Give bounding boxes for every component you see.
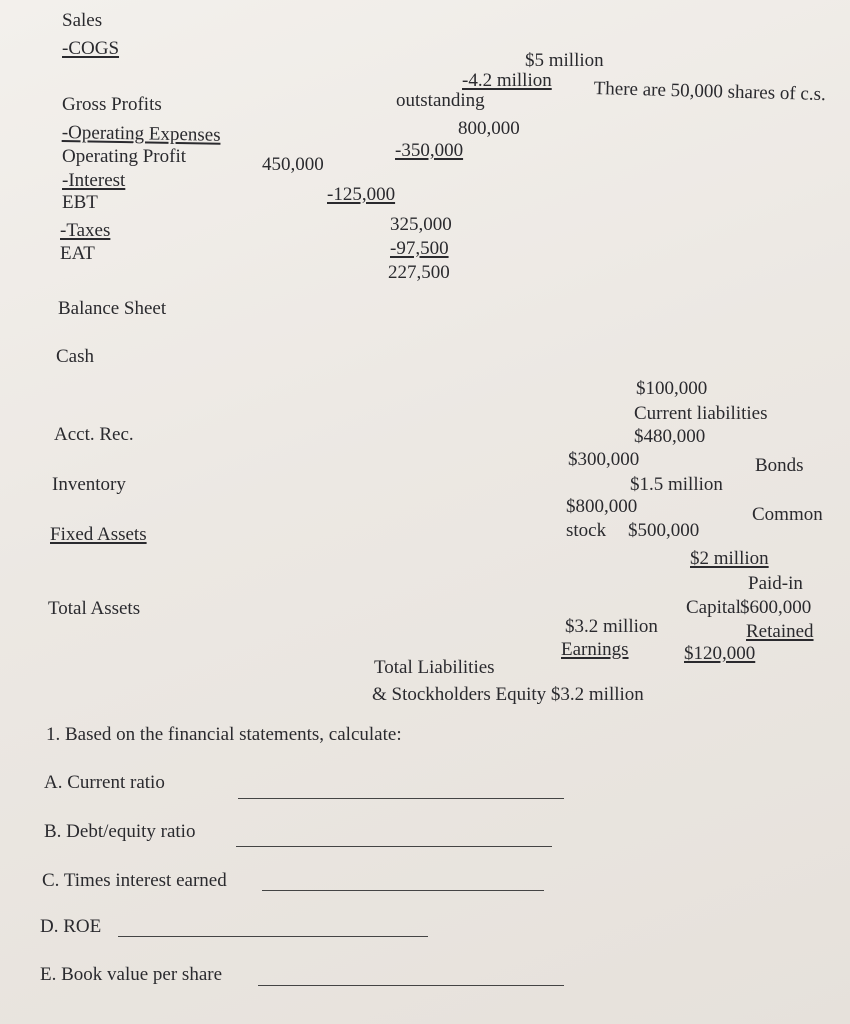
taxes-label: -Taxes	[60, 220, 111, 241]
balance-sheet-title: Balance Sheet	[58, 298, 167, 319]
ebt-label: EBT	[62, 192, 98, 213]
acct-rec-value: $300,000	[568, 449, 640, 470]
cash-label: Cash	[56, 346, 94, 367]
question-prompt: 1. Based on the financial statements, calculate:	[46, 724, 402, 745]
question-b: B. Debt/equity ratio	[44, 821, 196, 842]
sales-label: Sales	[62, 10, 103, 31]
total-assets-value: $3.2 million	[565, 616, 658, 637]
question-c: C. Times interest earned	[42, 870, 227, 891]
cash-value: $100,000	[636, 378, 708, 399]
answer-line-d[interactable]	[118, 936, 428, 937]
paid-in-capital-value: $600,000	[740, 597, 812, 618]
operating-profit-label: Operating Profit	[62, 146, 187, 167]
operating-profit-value: 450,000	[262, 154, 324, 175]
total-assets-label: Total Assets	[48, 598, 141, 619]
retained-earnings-value: $120,000	[684, 643, 756, 664]
inventory-label: Inventory	[52, 474, 126, 495]
retained-label: Retained	[746, 621, 814, 642]
ebt-value: 325,000	[390, 214, 452, 235]
current-liabilities-label: Current liabilities	[634, 403, 768, 424]
eat-value: 227,500	[388, 262, 450, 283]
taxes-value: -97,500	[390, 238, 449, 259]
inventory-value: $800,000	[566, 496, 638, 517]
operating-expenses-label: -Operating Expenses	[61, 122, 221, 146]
question-e: E. Book value per share	[40, 964, 223, 985]
paid-in-label: Paid-in	[748, 573, 803, 594]
cogs-label: -COGS	[62, 38, 120, 59]
acct-rec-label: Acct. Rec.	[54, 424, 134, 445]
sales-value: $5 million	[525, 50, 604, 71]
fixed-assets-value: $2 million	[690, 548, 769, 569]
earnings-label: Earnings	[561, 639, 629, 660]
answer-line-c[interactable]	[262, 890, 544, 891]
current-liabilities-value: $480,000	[634, 426, 706, 447]
bonds-label: Bonds	[755, 455, 804, 476]
question-a: A. Current ratio	[44, 772, 165, 793]
fixed-assets-label: Fixed Assets	[50, 524, 147, 545]
operating-expenses-value: -350,000	[395, 140, 464, 161]
capital-label: Capital	[686, 597, 741, 618]
stock-label: stock	[566, 520, 607, 541]
total-liabilities-line2: & Stockholders Equity $3.2 million	[372, 684, 644, 705]
gross-profits-label: Gross Profits	[62, 94, 162, 115]
outstanding-word: outstanding	[396, 90, 485, 111]
interest-label: -Interest	[62, 170, 126, 191]
common-label: Common	[752, 504, 823, 525]
cogs-value: -4.2 million	[462, 70, 552, 91]
bonds-value: $1.5 million	[630, 474, 723, 495]
common-stock-value: $500,000	[628, 520, 700, 541]
question-d: D. ROE	[40, 916, 102, 937]
eat-label: EAT	[60, 243, 95, 264]
answer-line-e[interactable]	[258, 985, 564, 986]
shares-note: There are 50,000 shares of c.s.	[593, 78, 827, 106]
answer-line-b[interactable]	[236, 846, 552, 847]
gross-profits-value: 800,000	[458, 118, 520, 139]
total-liabilities-line1: Total Liabilities	[374, 657, 495, 678]
interest-value: -125,000	[327, 184, 396, 205]
answer-line-a[interactable]	[238, 798, 564, 799]
